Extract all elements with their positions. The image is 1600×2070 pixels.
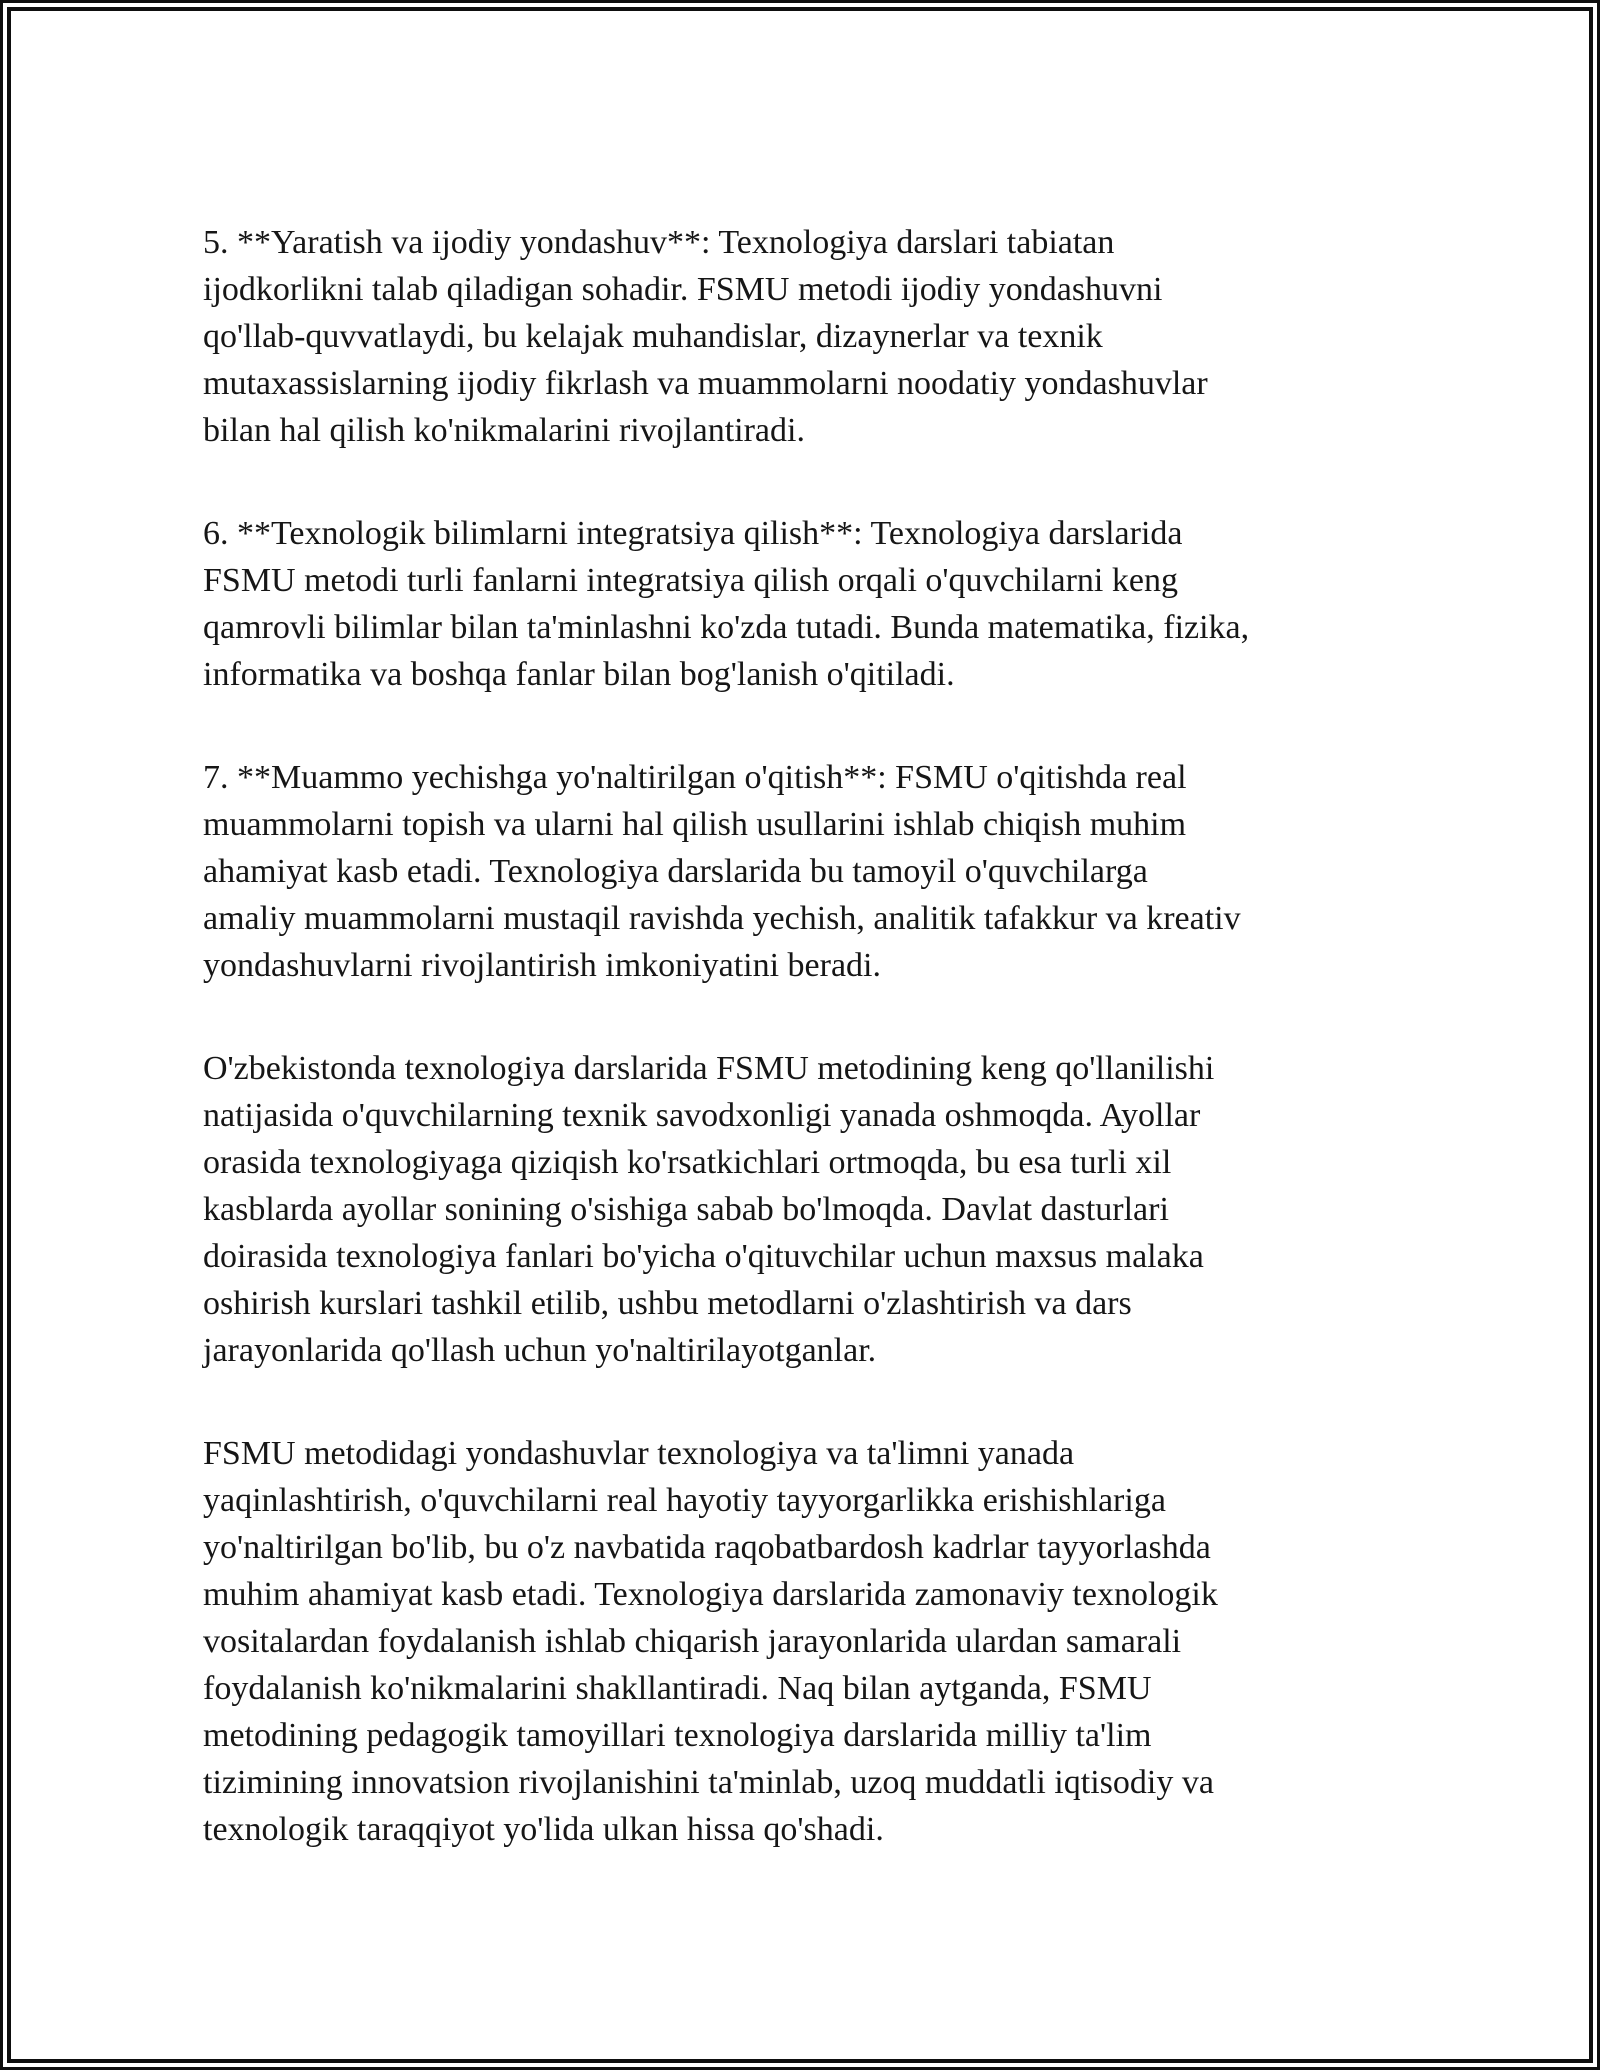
text-line: muhim ahamiyat kasb etadi. Texnologiya darslarida zamonaviy texnologik [203,1576,1218,1613]
text-line: qo'llab-quvvatlaydi, bu kelajak muhandislar, dizaynerlar va texnik [203,318,1103,355]
text-line: texnologik taraqqiyot yo'lida ulkan hissa qo'shadi. [203,1811,884,1848]
text-line: orasida texnologiyaga qiziqish ko'rsatkichlari ortmoqda, bu esa turli xil [203,1144,1172,1181]
text-line: qamrovli bilimlar bilan ta'minlashni ko'zda tutadi. Bunda matematika, fizika, [203,609,1250,646]
paragraph-fsmu-xulosa [203,1430,1443,1853]
text-line: metodining pedagogik tamoyillari texnologiya darslarida milliy ta'lim [203,1717,1152,1754]
text-line: tizimining innovatsion rivojlanishini ta'minlab, uzoq muddatli iqtisodiy va [203,1764,1214,1801]
document-body [203,219,1443,1853]
text-line: ahamiyat kasb etadi. Texnologiya darslarida bu tamoyil o'quvchilarga [203,853,1148,890]
paragraph-ozbekistonda [203,1045,1443,1374]
text-line: informatika va boshqa fanlar bilan bog'lanish o'qitiladi. [203,656,955,693]
text-line: amaliy muammolarni mustaqil ravishda yechish, analitik tafakkur va kreativ [203,900,1241,937]
text-line: ijodkorlikni talab qiladigan sohadir. FSMU metodi ijodiy yondashuvni [203,271,1163,308]
text-line: natijasida o'quvchilarning texnik savodxonligi yanada oshmoqda. Ayollar [203,1097,1201,1134]
text-line: FSMU metodidagi yondashuvlar texnologiya va ta'limni yanada [203,1435,1075,1472]
text-line: yaqinlashtirish, o'quvchilarni real hayotiy tayyorgarlikka erishishlariga [203,1482,1166,1519]
text-line: O'zbekistonda texnologiya darslarida FSMU metodining keng qo'llanilishi [203,1050,1215,1087]
text-line: muammolarni topish va ularni hal qilish usullarini ishlab chiqish muhim [203,806,1187,843]
text-line: bilan hal qilish ko'nikmalarini rivojlantiradi. [203,412,805,449]
text-line: vositalardan foydalanish ishlab chiqarish jarayonlarida ulardan samarali [203,1623,1182,1660]
paragraph-5-yaratish [203,219,1443,454]
text-line: oshirish kurslari tashkil etilib, ushbu metodlarni o'zlashtirish va dars [203,1285,1132,1322]
text-line: 7. **Muammo yechishga yo'naltirilgan o'qitish**: FSMU o'qitishda real [203,759,1187,796]
paragraph-7-muammo-yechish [203,754,1443,989]
text-line: jarayonlarida qo'llash uchun yo'naltirilayotganlar. [203,1332,877,1369]
text-line: 5. **Yaratish va ijodiy yondashuv**: Texnologiya darslari tabiatan [203,224,1115,261]
text-line: doirasida texnologiya fanlari bo'yicha o'qituvchilar uchun maxsus malaka [203,1238,1204,1275]
text-line: yondashuvlarni rivojlantirish imkoniyatini beradi. [203,947,881,984]
text-line: FSMU metodi turli fanlarni integratsiya qilish orqali o'quvchilarni keng [203,562,1178,599]
text-line: kasblarda ayollar sonining o'sishiga sabab bo'lmoqda. Davlat dasturlari [203,1191,1169,1228]
text-line: 6. **Texnologik bilimlarni integratsiya qilish**: Texnologiya darslarida [203,515,1183,552]
paragraph-6-texnologik-bilimlar [203,510,1443,698]
text-line: foydalanish ko'nikmalarini shakllantiradi. Naq bilan aytganda, FSMU [203,1670,1152,1707]
text-line: yo'naltirilgan bo'lib, bu o'z navbatida raqobatbardosh kadrlar tayyorlashda [203,1529,1211,1566]
text-line: mutaxassislarning ijodiy fikrlash va muammolarni noodatiy yondashuvlar [203,365,1208,402]
